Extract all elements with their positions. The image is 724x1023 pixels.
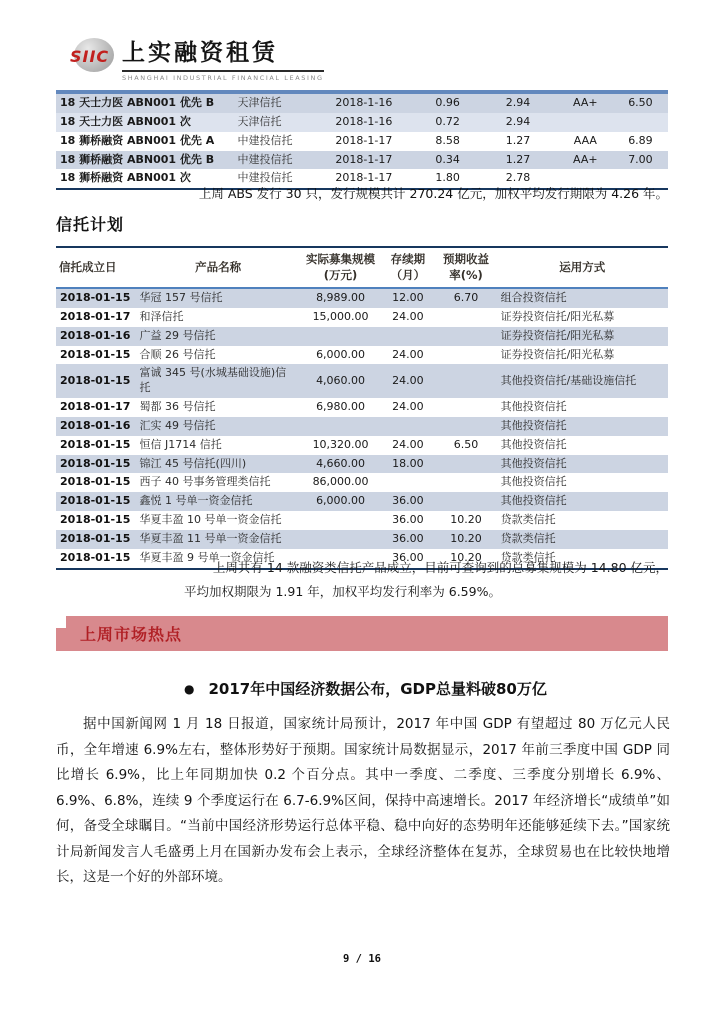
table-cell: 天津信托	[237, 114, 282, 128]
table-cell: 24.00	[392, 373, 424, 387]
table-cell: 2018-01-15	[60, 494, 131, 508]
table-cell: 2018-01-17	[60, 309, 131, 323]
table-row	[56, 113, 668, 132]
table-cell: 0.96	[435, 96, 460, 109]
column-header: 运用方式	[559, 259, 606, 274]
table-cell: 36.00	[392, 550, 424, 564]
table-cell: 24.00	[392, 400, 424, 414]
table-cell: 2018-01-15	[60, 475, 131, 489]
table-cell: 6.50	[453, 437, 479, 451]
table-cell: 2.78	[505, 171, 531, 185]
table-cell: 36.00	[392, 494, 424, 508]
table-cell: 其他投资信托	[500, 475, 567, 489]
table-cell: 8.58	[435, 133, 460, 147]
table-cell	[380, 473, 435, 492]
trust-summary-note-line1: 上周共有 14 款融资类信托产品成立，目前可查询到的总募集规模为 14.80 亿元，	[212, 560, 668, 575]
table-cell	[301, 327, 381, 346]
table-cell: 证券投资信托/阳光私募	[500, 309, 615, 323]
table-cell: 其他投资信托/基础设施信托	[500, 373, 637, 387]
table-cell: AA+	[573, 96, 598, 109]
table-row	[56, 151, 668, 170]
table-cell: 西子 40 号事务管理类信托	[139, 475, 271, 489]
table-cell: 鑫悦 1 号单一资金信托	[139, 494, 253, 508]
table-cell: 贷款类信托	[500, 550, 556, 564]
table-cell: 6,000.00	[316, 347, 366, 361]
table-cell	[380, 417, 435, 436]
table-cell: 中建投信托	[237, 133, 293, 147]
table-cell: 2018-01-15	[60, 456, 131, 470]
table-row	[56, 327, 668, 346]
table-cell: 18 狮桥融资 ABN001 优先 A	[60, 133, 215, 147]
table-cell: 10.20	[450, 550, 482, 564]
table-row	[56, 364, 668, 398]
market-hotspots-banner-title: 上周市场热点	[80, 625, 183, 644]
table-cell: 组合投资信托	[500, 291, 567, 305]
trust-plan-table	[56, 246, 668, 570]
table-cell: 合顺 26 号信托	[139, 347, 216, 361]
table-row	[56, 398, 668, 417]
table-cell: 18.00	[392, 456, 424, 470]
table-cell: 广益 29 号信托	[139, 328, 216, 342]
table-cell	[435, 308, 496, 327]
table-cell: 10.20	[450, 513, 482, 527]
table-cell: 6.50	[628, 96, 653, 109]
table-cell: 18 狮桥融资 ABN001 优先 B	[60, 152, 215, 166]
table-cell	[435, 398, 496, 417]
table-cell: 2018-01-15	[60, 513, 131, 527]
table-cell: 7.00	[628, 152, 653, 166]
table-cell: 6.70	[453, 291, 479, 305]
table-cell: 华夏丰盈 11 号单一资金信托	[139, 532, 282, 545]
table-cell	[613, 113, 668, 132]
trust-table-body	[56, 288, 668, 569]
table-cell	[435, 364, 496, 398]
table-cell: 10,320.00	[312, 437, 369, 451]
table-cell: 36.00	[392, 532, 424, 545]
table-cell: 2018-01-15	[60, 347, 131, 361]
table-cell: 8,989.00	[316, 291, 366, 305]
column-header: 存续期（月）	[390, 252, 426, 282]
table-cell: 6,980.00	[316, 400, 366, 414]
abs-issuance-table	[56, 90, 668, 190]
table-cell	[558, 113, 613, 132]
article-title: 2017年中国经济数据公布，GDP总量料破80万亿	[208, 680, 547, 698]
table-cell: 2018-01-15	[60, 291, 131, 305]
table-cell: 富诚 345 号(水城基础设施)信托	[139, 366, 287, 395]
table-cell: 0.72	[435, 114, 460, 128]
table-cell: 2018-01-15	[60, 532, 131, 545]
table-cell: 锦江 45 号信托(四川)	[139, 456, 247, 470]
table-cell: 2018-01-15	[60, 373, 131, 387]
table-cell: 其他投资信托	[500, 456, 567, 470]
table-cell: 2018-01-16	[60, 418, 131, 432]
table-cell: 24.00	[392, 309, 424, 323]
table-cell	[435, 327, 496, 346]
bullet-icon: ●	[184, 682, 195, 696]
table-cell: 36.00	[392, 513, 424, 527]
table-cell	[435, 417, 496, 436]
table-cell: 2018-1-16	[335, 96, 393, 109]
table-cell: 汇实 49 号信托	[139, 418, 216, 432]
table-cell	[380, 327, 435, 346]
table-cell: 贷款类信托	[500, 532, 556, 545]
table-cell	[435, 492, 496, 511]
table-cell: 其他投资信托	[500, 418, 567, 432]
table-cell: 1.27	[505, 133, 531, 147]
table-cell: 2.94	[505, 114, 531, 128]
table-cell: 2.94	[505, 96, 531, 109]
table-cell: 中建投信托	[237, 171, 293, 185]
table-cell: 6.89	[628, 133, 653, 147]
siic-wordmark: SIIC	[70, 47, 110, 66]
siic-globe-icon	[70, 38, 114, 72]
table-cell: 中建投信托	[237, 152, 293, 166]
table-cell: 6,000.00	[316, 494, 366, 508]
table-cell: 18 天士力医 ABN001 优先 B	[60, 96, 215, 109]
table-cell: AA+	[573, 152, 598, 166]
article-paragraph: 据中国新闻网 1 月 18 日报道，国家统计局预计，2017 年中国 GDP 有望超过 80 万亿元人民币，全年增速 6.9%左右，整体形势好于预期。国家统计局数据显示，2017 年前三季度中国 GDP 同比增长 6.9%，比上年同期加快 0.2 个百分点。其中一季度、二季度、三季度分别增长 6.9%、6.9%、6.8%，连续 9 个季度运行在 6.7-6.9%区间，保持中高速增长。2017 年经济增长“成绩单”如何，备受全球瞩目。“当前中国经济形势运行总体平稳、稳中向好的态势明年还能够延续下去。”国家统计局新闻发言人毛盛勇上月在国新办发布会上表示，全球经济整体在复苏，全球贸易也在比较快地增长，这是一个好的外部环境。	[56, 716, 670, 885]
table-cell	[435, 473, 496, 492]
column-header: 预期收益率(%)	[443, 252, 489, 282]
table-cell: 2018-01-15	[60, 437, 131, 451]
table-cell: 86,000.00	[312, 475, 369, 489]
trust-table-header-row	[56, 247, 668, 288]
table-cell: 蜀都 36 号信托	[139, 400, 216, 414]
table-cell: 和泽信托	[139, 309, 184, 323]
page-number: 9 / 16	[343, 953, 381, 965]
table-cell: 4,660.00	[316, 456, 366, 470]
table-cell: 贷款类信托	[500, 513, 556, 527]
table-row	[56, 473, 668, 492]
company-name-en: SHANGHAI INDUSTRIAL FINANCIAL LEASING	[122, 74, 324, 82]
table-cell: 4,060.00	[316, 373, 366, 387]
table-cell	[301, 530, 381, 549]
table-cell: 华夏丰盈 10 号单一资金信托	[139, 513, 282, 527]
table-cell: 2018-1-17	[335, 152, 393, 166]
trust-section-title: 信托计划	[56, 215, 125, 234]
table-cell	[435, 455, 496, 474]
table-cell: 其他投资信托	[500, 494, 567, 508]
table-cell: 天津信托	[237, 96, 282, 109]
table-cell: 24.00	[392, 347, 424, 361]
column-header: 信托成立日	[59, 259, 117, 274]
table-cell: 证券投资信托/阳光私募	[500, 347, 615, 361]
table-cell: 2018-1-17	[335, 171, 393, 185]
table-cell: 其他投资信托	[500, 437, 567, 451]
table-cell: 恒信 J1714 信托	[139, 437, 222, 451]
table-cell: 2018-1-17	[335, 133, 393, 147]
table-cell: 2018-01-16	[60, 328, 131, 342]
table-cell: 2018-1-16	[335, 114, 393, 128]
column-header: 实际募集规模(万元)	[306, 252, 376, 282]
abs-table-body	[56, 92, 668, 189]
table-cell: 1.80	[435, 171, 460, 185]
article-heading	[184, 678, 547, 699]
table-cell: 18 狮桥融资 ABN001 次	[60, 171, 191, 185]
trust-summary-note-line2: 平均加权期限为 1.91 年，加权平均发行利率为 6.59%。	[184, 584, 501, 599]
company-name-cn: 上实融资租赁	[122, 34, 324, 72]
table-cell: 18 天士力医 ABN001 次	[60, 114, 191, 128]
table-row	[56, 288, 668, 308]
table-row	[56, 511, 668, 530]
table-cell: 证券投资信托/阳光私募	[500, 328, 615, 342]
table-cell	[301, 417, 381, 436]
table-cell: 其他投资信托	[500, 400, 567, 414]
table-row	[56, 455, 668, 474]
table-row	[56, 436, 668, 455]
table-cell: 24.00	[392, 437, 424, 451]
abs-summary-note: 上周 ABS 发行 30 只，发行规模共计 270.24 亿元，加权平均发行期限为 4.26 年。	[198, 186, 668, 201]
table-row	[56, 530, 668, 549]
company-name	[122, 34, 324, 82]
table-cell: 0.34	[435, 152, 460, 166]
table-cell: 12.00	[392, 291, 424, 305]
table-cell: 2018-01-15	[60, 550, 131, 564]
table-cell: 1.27	[505, 152, 531, 166]
table-cell: 15,000.00	[312, 309, 369, 323]
table-cell: AAA	[573, 133, 597, 147]
table-row	[56, 308, 668, 327]
table-cell: 华夏丰盈 9 号单一资金信托	[139, 550, 275, 564]
table-row	[56, 132, 668, 151]
market-hotspots-banner	[56, 616, 668, 651]
column-header: 产品名称	[195, 259, 242, 274]
table-cell	[301, 511, 381, 530]
table-cell	[435, 346, 496, 365]
table-cell: 10.20	[450, 532, 482, 545]
table-cell: 2018-01-17	[60, 400, 131, 414]
table-row	[56, 92, 668, 113]
table-row	[56, 492, 668, 511]
table-row	[56, 417, 668, 436]
company-logo	[70, 34, 324, 82]
table-cell: 华冠 157 号信托	[139, 291, 223, 305]
table-row	[56, 346, 668, 365]
